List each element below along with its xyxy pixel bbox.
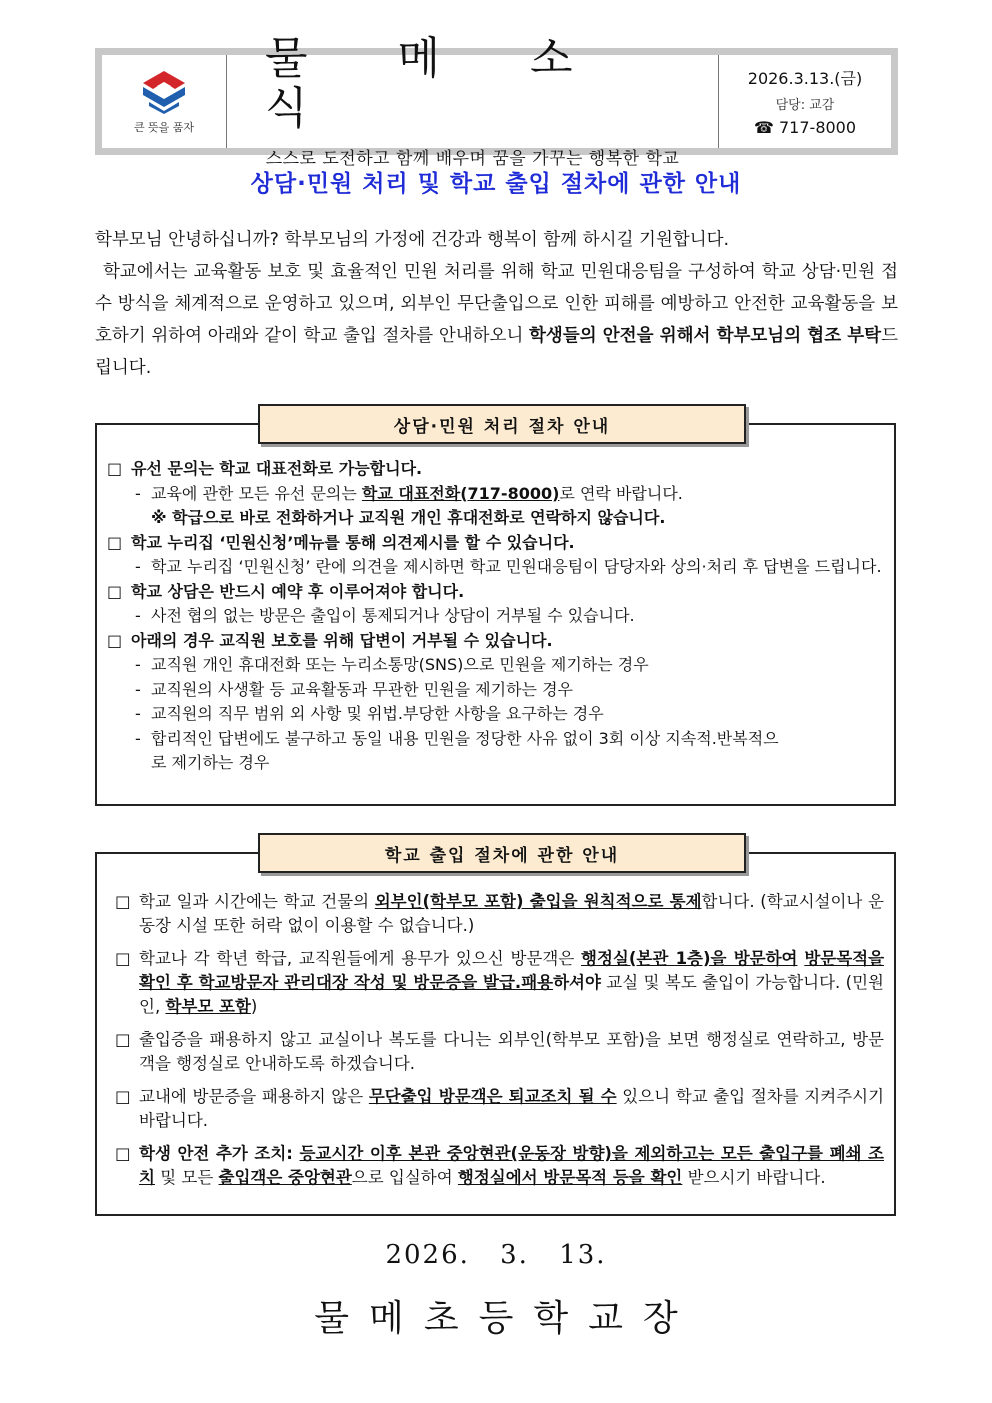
- dash-bullet: -: [135, 557, 141, 576]
- entry-item-4: [115, 1085, 884, 1133]
- principal-signature: 물메초등학교장: [314, 1298, 698, 1339]
- consult-item-2-text: 학교 누리집 ‘민원신청’메뉴를 통해 의견제시를 할 수 있습니다.: [131, 532, 575, 552]
- info-cell: [719, 55, 891, 148]
- entry-text: 받으시기 바랍니다.: [682, 1168, 826, 1187]
- document-title: 상담·민원 처리 및 학교 출입 절차에 관한 안내: [250, 171, 742, 197]
- school-logo-icon: [135, 69, 193, 115]
- checkbox-icon: □: [115, 1087, 131, 1106]
- entry-highlight: 외부인(학부모 포함) 출입을 원칙적으로 통제: [374, 892, 702, 911]
- entry-text: 출입증을 패용하지 않고 교실이나 복도를 다니는 외부인(학부모 포함)을 보면 행정실로 연락하고, 방문객을 행정실로 안내하도록 하겠습니다.: [139, 1030, 884, 1073]
- refusal-case-text: 합리적인 답변에도 불구하고 동일 내용 민원을 정당한 사유 없이 3회 이상 지속적.반복적으로 제기하는 경우: [151, 728, 779, 772]
- entry-text: 및 모든: [154, 1168, 219, 1187]
- consultation-content: [97, 425, 894, 776]
- consult-item-3: [107, 580, 884, 605]
- logo-cell: [102, 55, 227, 148]
- entry-item-3: [115, 1028, 884, 1076]
- main-phone-highlight: 학교 대표전화(717-8000): [361, 483, 560, 503]
- intro-greeting: 학부모님 안녕하십니까? 학부모님의 가정에 건강과 행복이 함께 하시길 기원합니다.: [95, 230, 730, 250]
- entry-emphasis: 학생 안전 추가 조치:: [139, 1144, 300, 1163]
- entry-highlight: 행정실에서 방문목적 등을 확인: [457, 1168, 683, 1187]
- consult-item-1: [107, 457, 884, 482]
- refusal-case: [107, 727, 884, 776]
- entry-item-2: [115, 947, 884, 1019]
- intro-body: 학교에서는 교육활동 보호 및 효율적인 민원 처리를 위해 학교 민원대응팀을 구성하여 학교 상담·민원 접수 방식을 체계적으로 운영하고 있으며, 외부인 무단출입으로 인한 피해를 예방하고 안전한 교육활동을 보호하기 위하여 아래와 같이 학교 출입 절차를 안내하오니: [95, 262, 898, 346]
- title-cell: [227, 33, 719, 169]
- detail-text: 로 연락 바랍니다.: [559, 483, 683, 503]
- issue-date: 2026.3.13.(금): [747, 69, 863, 88]
- newsletter-header: [95, 33, 898, 169]
- checkbox-icon: □: [115, 1030, 131, 1049]
- logo-caption: 큰 뜻을 품자: [133, 120, 195, 134]
- detail-text: 학교 누리집 ‘민원신청’ 란에 의견을 제시하면 학교 민원대응팀이 담당자와 상의·처리 후 답변을 드립니다.: [151, 557, 882, 576]
- detail-text: 사전 협의 없는 방문은 출입이 통제되거나 상담이 거부될 수 있습니다.: [151, 606, 635, 625]
- refusal-case-text: 교직원의 직무 범위 외 사항 및 위법.부당한 사항을 요구하는 경우: [151, 704, 604, 723]
- entry-item-5: [115, 1142, 884, 1190]
- entry-text: 합니다. (학교시설이나 운동장 시설 또한 허락 없이 이용할 수 없습니다.): [139, 892, 884, 935]
- consult-item-3-detail: [107, 604, 884, 629]
- consult-item-3-text: 학교 상담은 반드시 예약 후 이루어져야 합니다.: [131, 581, 465, 601]
- phone-number: 717-8000: [779, 118, 857, 137]
- checkbox-icon: □: [107, 459, 123, 478]
- school-motto: 스스로 도전하고 함께 배우며 꿈을 가꾸는 행복한 학교: [265, 149, 680, 169]
- intro-emphasis: 학생들의 안전을 위해서 학부모님의 협조 부탁: [529, 326, 882, 346]
- checkbox-icon: □: [107, 581, 123, 601]
- consult-item-1-note: ※ 학급으로 바로 전화하거나 교직원 개인 휴대전화로 연락하지 않습니다.: [151, 508, 666, 527]
- header-frame: [102, 33, 891, 169]
- phone-line: [754, 118, 856, 137]
- entry-text: 학교 일과 시간에는 학교 건물의: [139, 892, 375, 911]
- detail-text: 교육에 관한 모든 유선 문의는: [151, 483, 362, 503]
- refusal-case-text: 교직원의 사생활 등 교육활동과 무관한 민원을 제기하는 경우: [151, 679, 574, 699]
- newsletter-title: 물 메 소 식: [265, 33, 611, 134]
- consult-item-2: [107, 531, 884, 556]
- entry-highlight: 방문목적을 확인 후 학교방문자 관리대장 작성 및 방문증을 발급.패용: [139, 949, 885, 992]
- entry-highlight: 학부모 포함: [165, 997, 251, 1016]
- dash-bullet: -: [135, 655, 141, 674]
- entry-procedure-section-title: 학교 출입 절차에 관한 안내: [258, 833, 746, 873]
- consultation-section: [95, 423, 896, 806]
- entry-item-1: [115, 890, 884, 938]
- entry-highlight: 무단출입 방문객은 퇴교조치 될 수: [368, 1087, 617, 1106]
- entry-highlight: 출입객은 중앙현관: [218, 1168, 352, 1187]
- entry-text: 교실 및 복도 출입이 가능합니다. (민원인,: [139, 973, 884, 1016]
- consult-item-4-text: 아래의 경우 교직원 보호를 위해 답변이 거부될 수 있습니다.: [131, 630, 553, 650]
- entry-procedure-section: [95, 852, 896, 1216]
- dash-bullet: -: [135, 679, 141, 699]
- entry-text: 으로 입실하여: [351, 1168, 458, 1187]
- intro-ending: 드립니다.: [95, 326, 898, 378]
- checkbox-icon: □: [115, 1144, 131, 1163]
- refusal-case: [107, 653, 884, 678]
- entry-text: 학교나 각 학년 학급, 교직원들에게 용무가 있으신 방문객은: [139, 949, 582, 968]
- entry-highlight: 행정실(본관 1층)을 방문하여: [581, 949, 798, 968]
- intro-text: [95, 224, 898, 384]
- checkbox-icon: □: [107, 630, 123, 650]
- checkbox-icon: □: [107, 532, 123, 552]
- consult-item-4: [107, 629, 884, 654]
- consult-item-1-detail: [107, 482, 884, 507]
- refusal-case-text: 교직원 개인 휴대전화 또는 누리소통망(SNS)으로 민원을 제기하는 경우: [151, 655, 649, 674]
- entry-procedure-content: [97, 854, 894, 1190]
- consult-item-1-text: 유선 문의는 학교 대표전화로 가능합니다.: [131, 459, 423, 478]
- entry-text: 교내에 방문증을 패용하지 않은: [139, 1087, 369, 1106]
- phone-icon: ☎: [753, 118, 774, 137]
- consult-item-2-detail: [107, 555, 884, 580]
- refusal-case: [107, 702, 884, 727]
- manager-label: 담당: 교감: [775, 98, 835, 113]
- entry-highlight: 등교시간 이후 본관 중앙현관(운동장 방향)을 제외하고는 모든 출입구를 폐쇄 조치: [139, 1144, 884, 1187]
- dash-bullet: -: [135, 483, 141, 503]
- dash-bullet: -: [135, 704, 141, 723]
- refusal-case: [107, 678, 884, 703]
- intro-paragraph: [95, 256, 898, 384]
- dash-bullet: -: [135, 606, 141, 625]
- footer-date: 2026. 3. 13.: [385, 1240, 607, 1270]
- entry-text: 있으니 학교 출입 절차를 지켜주시기 바랍니다.: [139, 1087, 885, 1130]
- dash-bullet: -: [135, 728, 141, 748]
- consultation-section-title: 상담·민원 처리 절차 안내: [258, 404, 746, 444]
- checkbox-icon: □: [115, 892, 131, 911]
- checkbox-icon: □: [115, 949, 131, 968]
- entry-text: ): [250, 997, 258, 1016]
- entry-emphasis: 하셔야: [553, 973, 601, 992]
